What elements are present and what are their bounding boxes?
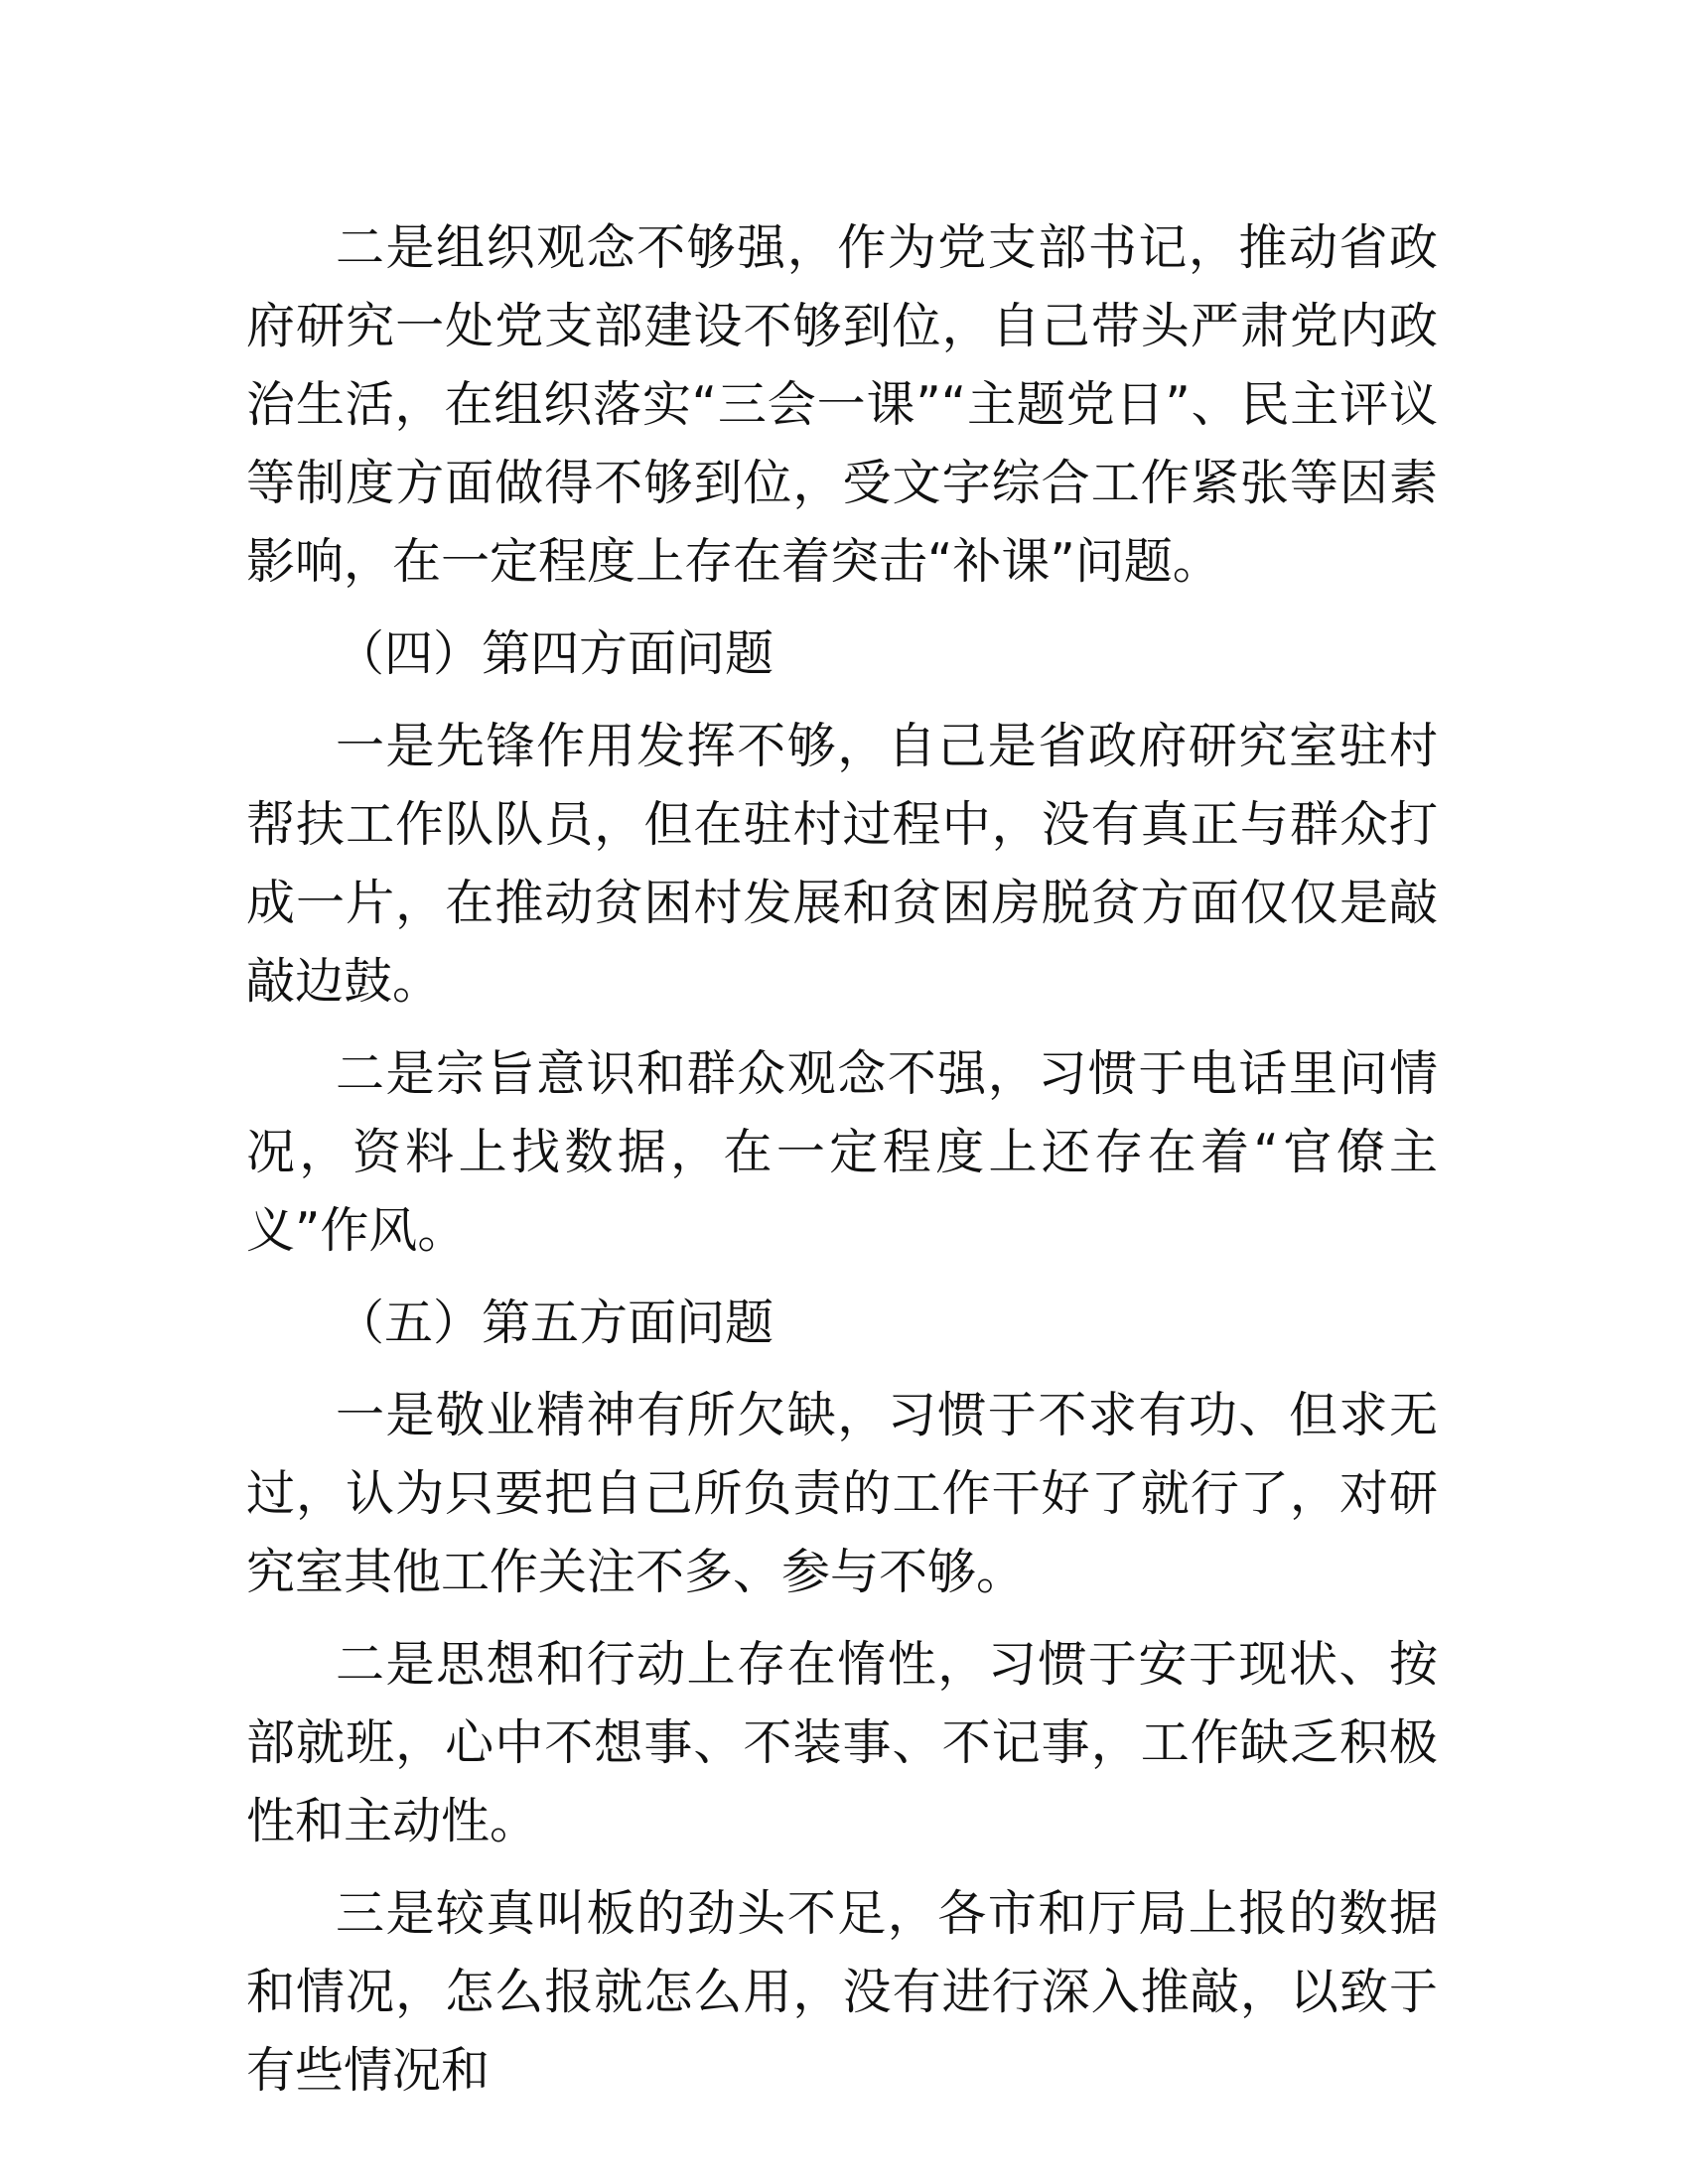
paragraph-mass-awareness: 二是宗旨意识和群众观念不强，习惯于电话里问情况，资料上找数据，在一定程度上还存在着“官僚主义”作风。 [246, 1045, 1438, 1259]
section-heading-four: （四）第四方面问题 [336, 625, 774, 682]
document-page [246, 208, 1438, 2123]
paragraph-vanguard-role: 一是先锋作用发挥不够，自己是省政府研究室驻村帮扶工作队队员，但在驻村过程中，没有真正与群众打成一片，在推动贫困村发展和贫困房脱贫方面仅仅是敲敲边鼓。 [246, 718, 1438, 1010]
paragraph-inertia: 二是思想和行动上存在惰性，习惯于安于现状、按部就班，心中不想事、不装事、不记事，工作缺乏积极性和主动性。 [246, 1636, 1438, 1849]
section-heading-five: （五）第五方面问题 [336, 1295, 774, 1351]
paragraph-rigor: 三是较真叫板的劲头不足，各市和厅局上报的数据和情况，怎么报就怎么用，没有进行深入推敲，以致于有些情况和 [246, 1885, 1438, 2099]
paragraph-organization-concept: 二是组织观念不够强，作为党支部书记，推动省政府研究一处党支部建设不够到位，自己带头严肃党内政治生活，在组织落实“三会一课”“主题党日”、民主评议等制度方面做得不够到位，受文字综合工作紧张等因素影响，在一定程度上存在着突击“补课”问题。 [246, 219, 1438, 590]
paragraph-dedication: 一是敬业精神有所欠缺，习惯于不求有功、但求无过，认为只要把自己所负责的工作干好了就行了，对研究室其他工作关注不多、参与不够。 [246, 1387, 1438, 1600]
